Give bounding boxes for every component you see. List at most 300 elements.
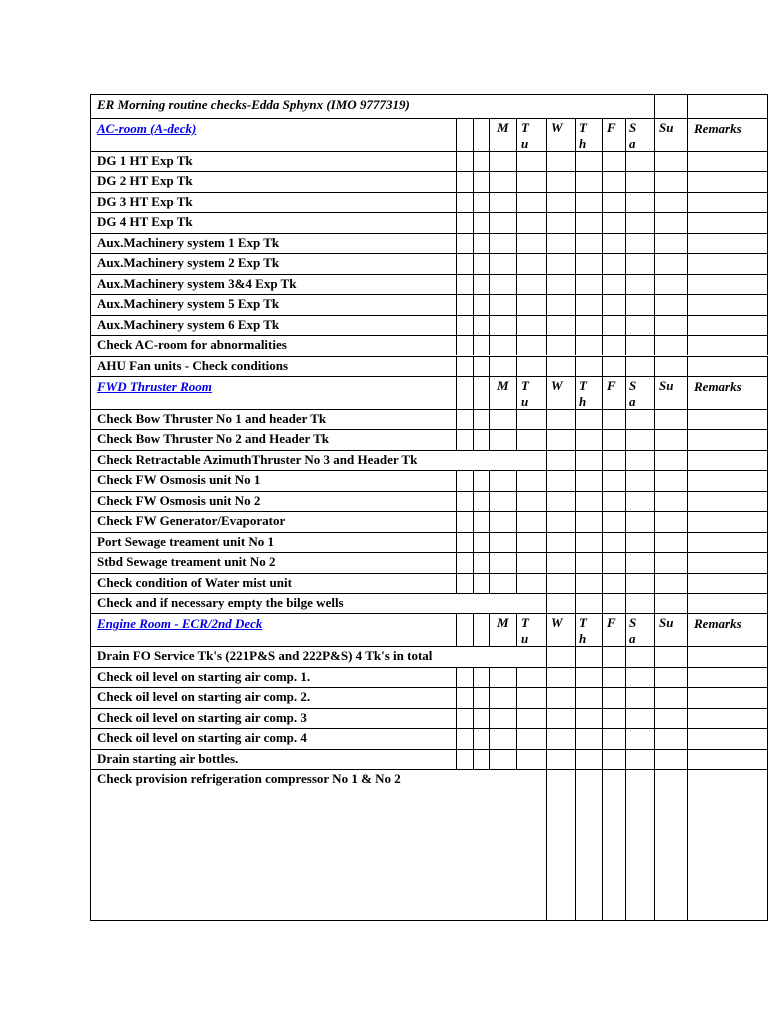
table-rule (90, 667, 768, 668)
day-header (579, 378, 587, 410)
column-rule (516, 171, 517, 191)
column-rule (516, 573, 517, 593)
column-rule (687, 749, 688, 769)
column-rule (456, 294, 457, 314)
column-rule (602, 728, 603, 748)
column-rule (489, 470, 490, 490)
column-rule (625, 212, 626, 232)
column-rule (654, 593, 655, 613)
column-rule (625, 749, 626, 769)
day-letter: T (521, 377, 529, 393)
column-rule (473, 356, 474, 376)
column-rule (575, 315, 576, 335)
day-header (521, 615, 529, 647)
column-rule (516, 613, 517, 646)
column-rule (473, 667, 474, 687)
column-rule (575, 429, 576, 449)
column-rule (654, 613, 655, 646)
day-letter: S (629, 615, 637, 631)
column-rule (625, 613, 626, 646)
column-rule (473, 274, 474, 294)
column-rule (654, 376, 655, 409)
column-rule (687, 687, 688, 707)
column-rule (687, 212, 688, 232)
column-rule (456, 429, 457, 449)
column-rule (516, 708, 517, 728)
column-rule (546, 470, 547, 490)
checklist-item: Check and if necessary empty the bilge wells (97, 595, 344, 610)
column-rule (602, 749, 603, 769)
table-rule (90, 769, 768, 770)
column-rule (516, 335, 517, 355)
column-rule (687, 450, 688, 470)
column-rule (575, 409, 576, 429)
checklist-item: Check FW Osmosis unit No 2 (97, 492, 261, 508)
column-rule (516, 728, 517, 748)
column-rule (575, 511, 576, 531)
column-rule (516, 376, 517, 409)
column-rule (489, 356, 490, 376)
column-rule (575, 274, 576, 294)
column-rule (90, 769, 91, 920)
column-rule (516, 470, 517, 490)
column-rule (687, 667, 688, 687)
checklist-item: Stbd Sewage treament unit No 2 (97, 554, 276, 570)
column-rule (516, 356, 517, 376)
day-header (497, 615, 509, 631)
table-rule (90, 356, 768, 357)
column-rule (546, 315, 547, 335)
column-rule (90, 667, 91, 687)
column-rule (473, 708, 474, 728)
column-rule (625, 171, 626, 191)
column-rule (90, 356, 91, 376)
day-letter: M (497, 120, 509, 135)
column-rule (456, 613, 457, 646)
column-rule (575, 376, 576, 409)
table-rule (90, 646, 768, 647)
column-rule (687, 253, 688, 273)
column-rule (473, 171, 474, 191)
column-rule (654, 274, 655, 294)
column-rule (473, 233, 474, 253)
column-rule (516, 552, 517, 572)
column-rule (625, 356, 626, 376)
column-rule (654, 667, 655, 687)
column-rule (625, 294, 626, 314)
column-rule (654, 687, 655, 707)
section-title[interactable]: FWD Thruster Room (97, 378, 212, 394)
column-rule (575, 613, 576, 646)
column-rule (546, 356, 547, 376)
column-rule (546, 376, 547, 409)
day-letter: u (521, 393, 529, 409)
column-rule (654, 212, 655, 232)
column-rule (625, 151, 626, 171)
column-rule (654, 769, 655, 920)
column-rule (602, 356, 603, 376)
column-rule (90, 552, 91, 572)
column-rule (687, 294, 688, 314)
table-rule (90, 749, 768, 750)
checklist-item: Check oil level on starting air comp. 2. (97, 689, 311, 705)
column-rule (516, 409, 517, 429)
column-rule (456, 192, 457, 212)
column-rule (575, 687, 576, 707)
column-rule (687, 511, 688, 531)
day-header (607, 378, 616, 394)
table-rule (90, 409, 768, 410)
column-rule (473, 532, 474, 552)
column-rule (625, 491, 626, 511)
column-rule (687, 708, 688, 728)
column-rule (90, 233, 91, 253)
day-letter: W (551, 615, 563, 631)
column-rule (625, 409, 626, 429)
column-rule (90, 728, 91, 748)
column-rule (473, 192, 474, 212)
column-rule (516, 687, 517, 707)
column-rule (654, 171, 655, 191)
day-letter: F (607, 120, 616, 135)
column-rule (456, 118, 457, 151)
column-rule (546, 728, 547, 748)
column-rule (456, 573, 457, 593)
column-rule (575, 118, 576, 151)
day-letter: a (629, 393, 636, 409)
column-rule (575, 667, 576, 687)
column-rule (90, 94, 91, 118)
column-rule (575, 253, 576, 273)
day-header (659, 120, 673, 136)
column-rule (473, 294, 474, 314)
column-rule (654, 233, 655, 253)
column-rule (489, 212, 490, 232)
section-title[interactable]: AC-room (A-deck) (97, 121, 197, 136)
table-rule (90, 315, 768, 316)
column-rule (90, 335, 91, 355)
column-rule (625, 315, 626, 335)
column-rule (602, 470, 603, 490)
column-rule (625, 470, 626, 490)
column-rule (516, 274, 517, 294)
column-rule (546, 708, 547, 728)
column-rule (546, 253, 547, 273)
column-rule (602, 376, 603, 409)
column-rule (575, 294, 576, 314)
column-rule (456, 356, 457, 376)
column-rule (473, 253, 474, 273)
day-letter: h (579, 631, 587, 647)
column-rule (546, 450, 547, 470)
day-header (629, 615, 636, 647)
column-rule (575, 450, 576, 470)
column-rule (473, 552, 474, 572)
column-rule (456, 511, 457, 531)
column-rule (687, 409, 688, 429)
checklist-item: Check provision refrigeration compressor No 1 & No 2 (97, 771, 401, 787)
day-header (521, 378, 529, 410)
column-rule (654, 315, 655, 335)
column-rule (516, 151, 517, 171)
column-rule (625, 511, 626, 531)
column-rule (456, 667, 457, 687)
column-rule (456, 470, 457, 490)
table-rule (90, 335, 768, 336)
column-rule (456, 491, 457, 511)
column-rule (473, 429, 474, 449)
column-rule (516, 749, 517, 769)
column-rule (489, 233, 490, 253)
column-rule (625, 376, 626, 409)
checklist-item: Check condition of Water mist unit (97, 574, 292, 590)
column-rule (90, 294, 91, 314)
column-rule (625, 429, 626, 449)
column-rule (575, 335, 576, 355)
column-rule (625, 573, 626, 593)
column-rule (546, 212, 547, 232)
checklist-item: Check Bow Thruster No 1 and header Tk (97, 410, 327, 426)
column-rule (654, 409, 655, 429)
table-rule (90, 920, 768, 921)
column-rule (687, 335, 688, 355)
day-header (659, 378, 673, 394)
column-rule (687, 613, 688, 646)
column-rule (489, 429, 490, 449)
checklist-item: Port Sewage treament unit No 1 (97, 533, 275, 549)
day-letter: F (607, 377, 616, 393)
column-rule (654, 470, 655, 490)
column-rule (456, 409, 457, 429)
column-rule (473, 728, 474, 748)
column-rule (687, 118, 688, 151)
table-rule (90, 212, 768, 213)
day-letter: F (607, 615, 616, 631)
column-rule (489, 552, 490, 572)
column-rule (602, 491, 603, 511)
column-rule (575, 728, 576, 748)
column-rule (602, 253, 603, 273)
column-rule (456, 253, 457, 273)
column-rule (90, 613, 91, 646)
column-rule (489, 315, 490, 335)
column-rule (473, 613, 474, 646)
column-rule (602, 552, 603, 572)
column-rule (546, 151, 547, 171)
column-rule (625, 552, 626, 572)
column-rule (602, 450, 603, 470)
column-rule (473, 749, 474, 769)
day-letter: Su (659, 377, 674, 393)
column-rule (625, 450, 626, 470)
day-letter: u (521, 136, 529, 151)
day-header (607, 615, 616, 631)
column-rule (546, 233, 547, 253)
column-rule (625, 118, 626, 151)
column-rule (90, 511, 91, 531)
column-rule (90, 573, 91, 593)
column-rule (625, 708, 626, 728)
column-rule (654, 118, 655, 151)
column-rule (456, 532, 457, 552)
table-rule (90, 687, 768, 688)
column-rule (489, 118, 490, 151)
column-rule (602, 171, 603, 191)
column-rule (546, 511, 547, 531)
column-rule (602, 335, 603, 355)
column-rule (546, 532, 547, 552)
day-letter: h (579, 136, 587, 151)
column-rule (473, 315, 474, 335)
column-rule (602, 687, 603, 707)
column-rule (602, 274, 603, 294)
column-rule (575, 171, 576, 191)
column-rule (625, 667, 626, 687)
column-rule (602, 593, 603, 613)
column-rule (546, 335, 547, 355)
column-rule (489, 409, 490, 429)
table-rule (90, 253, 768, 254)
column-rule (456, 552, 457, 572)
column-rule (687, 151, 688, 171)
column-rule (489, 294, 490, 314)
table-rule (90, 728, 768, 729)
day-letter: a (629, 136, 636, 151)
column-rule (654, 511, 655, 531)
column-rule (602, 532, 603, 552)
column-rule (575, 470, 576, 490)
column-rule (489, 728, 490, 748)
column-rule (687, 769, 688, 920)
column-rule (602, 769, 603, 920)
day-header (579, 615, 587, 647)
column-rule (473, 151, 474, 171)
column-rule (687, 552, 688, 572)
day-header (579, 120, 587, 152)
column-rule (687, 171, 688, 191)
column-rule (546, 667, 547, 687)
column-rule (489, 335, 490, 355)
day-letter: T (521, 615, 529, 631)
column-rule (575, 646, 576, 666)
table-rule (90, 94, 768, 95)
column-rule (489, 573, 490, 593)
column-rule (456, 274, 457, 294)
column-rule (90, 470, 91, 490)
column-rule (90, 687, 91, 707)
column-rule (654, 646, 655, 666)
column-rule (546, 769, 547, 920)
column-rule (90, 212, 91, 232)
checklist-item: Check Retractable AzimuthThruster No 3 and Header Tk (97, 451, 418, 467)
column-rule (654, 253, 655, 273)
table-rule (90, 376, 768, 377)
column-rule (489, 151, 490, 171)
section-title[interactable]: Engine Room - ECR/2nd Deck (97, 616, 263, 632)
checklist-item: Check FW Generator/Evaporator (97, 513, 286, 529)
column-rule (602, 511, 603, 531)
day-header (497, 120, 509, 136)
column-rule (90, 429, 91, 449)
column-rule (456, 212, 457, 232)
column-rule (90, 749, 91, 769)
table-rule (90, 118, 768, 119)
column-rule (516, 192, 517, 212)
column-rule (546, 573, 547, 593)
checklist-item: DG 4 HT Exp Tk (97, 214, 193, 230)
column-rule (687, 593, 688, 613)
column-rule (456, 335, 457, 355)
column-rule (625, 335, 626, 355)
column-rule (575, 212, 576, 232)
column-rule (456, 376, 457, 409)
column-rule (516, 233, 517, 253)
column-rule (654, 294, 655, 314)
table-rule (90, 708, 768, 709)
column-rule (489, 253, 490, 273)
column-rule (602, 429, 603, 449)
column-rule (546, 192, 547, 212)
column-rule (456, 151, 457, 171)
table-rule (90, 294, 768, 295)
remarks-header: Remarks (694, 616, 742, 632)
column-rule (489, 491, 490, 511)
table-rule (90, 491, 768, 492)
checklist-item: DG 2 HT Exp Tk (97, 173, 193, 189)
column-rule (546, 491, 547, 511)
column-rule (473, 376, 474, 409)
column-rule (489, 511, 490, 531)
column-rule (602, 667, 603, 687)
day-header (659, 615, 673, 631)
checklist-item: Check AC-room for abnormalities (97, 337, 287, 353)
day-letter: T (579, 120, 587, 135)
column-rule (516, 429, 517, 449)
day-letter: h (579, 393, 587, 409)
day-letter: S (629, 120, 637, 135)
table-rule (90, 470, 768, 471)
column-rule (687, 376, 688, 409)
column-rule (516, 212, 517, 232)
checklist-item: Check oil level on starting air comp. 3 (97, 709, 307, 725)
day-letter: T (579, 377, 587, 393)
checklist-item: Drain FO Service Tk's (221P&S and 222P&S) 4 Tk's in total (97, 648, 433, 664)
column-rule (516, 253, 517, 273)
column-rule (90, 646, 91, 666)
column-rule (687, 573, 688, 593)
table-rule (90, 151, 768, 152)
column-rule (602, 646, 603, 666)
column-rule (602, 294, 603, 314)
checklist-item: DG 1 HT Exp Tk (97, 153, 193, 168)
column-rule (489, 708, 490, 728)
column-rule (489, 613, 490, 646)
column-rule (575, 552, 576, 572)
column-rule (654, 94, 655, 118)
table-rule (90, 429, 768, 430)
column-rule (625, 593, 626, 613)
column-rule (456, 749, 457, 769)
column-rule (602, 192, 603, 212)
table-rule (90, 593, 768, 594)
column-rule (90, 491, 91, 511)
checklist-item: Aux.Machinery system 2 Exp Tk (97, 255, 280, 271)
column-rule (687, 491, 688, 511)
column-rule (456, 233, 457, 253)
checklist-item: Aux.Machinery system 3&4 Exp Tk (97, 275, 297, 291)
checklist-item: Check Bow Thruster No 2 and Header Tk (97, 431, 329, 447)
column-rule (489, 667, 490, 687)
